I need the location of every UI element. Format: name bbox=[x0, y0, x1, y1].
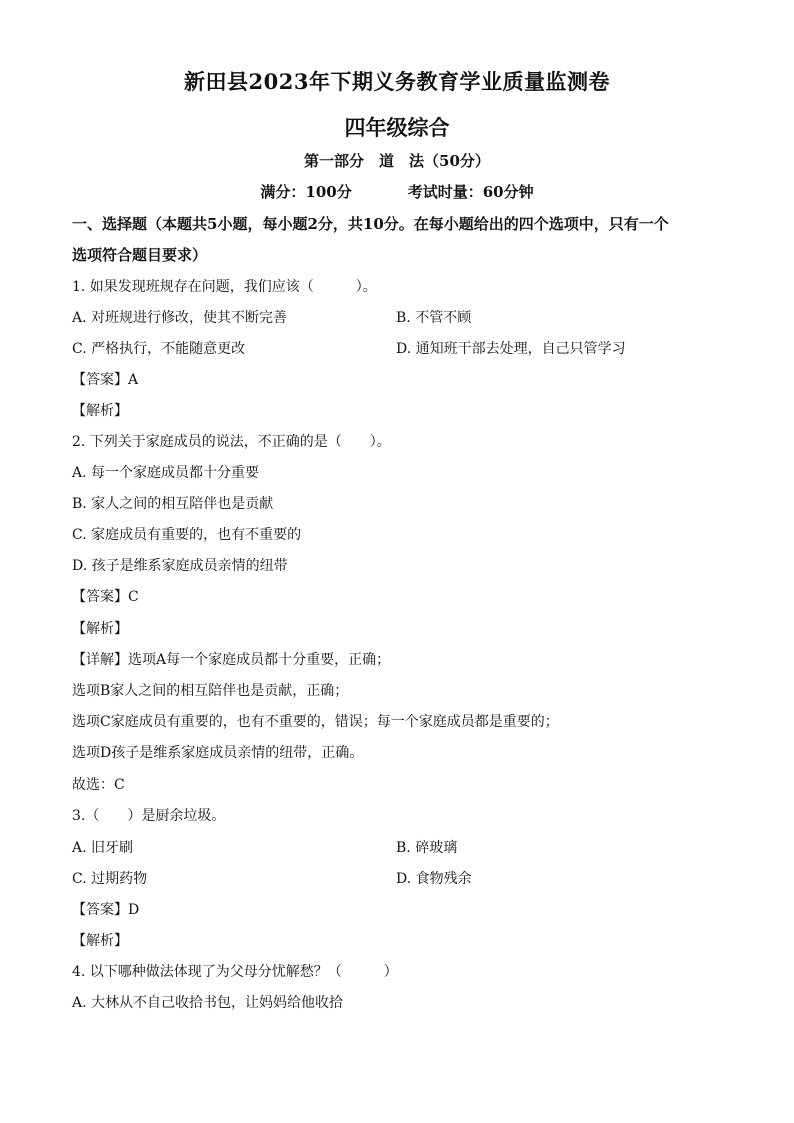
exam-subtitle: 四年级综合 bbox=[344, 115, 450, 140]
question-3-analysis: 【解析】 bbox=[72, 933, 128, 949]
exam-title: 新田县2023年下期义务教育学业质量监测卷 bbox=[184, 69, 610, 94]
question-1-option-a: A. 对班规进行修改，使其不断完善 bbox=[72, 310, 288, 326]
question-1-option-c: C. 严格执行，不能随意更改 bbox=[72, 341, 246, 357]
question-3-option-b: B. 碎玻璃 bbox=[396, 840, 458, 856]
question-2-option-a: A. 每一个家庭成员都十分重要 bbox=[72, 465, 260, 481]
question-3-option-c: C. 过期药物 bbox=[72, 871, 148, 887]
question-3-option-a: A. 旧牙刷 bbox=[72, 840, 134, 856]
question-2-answer: 【答案】C bbox=[72, 589, 139, 605]
question-3-option-d: D. 食物残余 bbox=[396, 871, 472, 887]
question-2-detail-4: 选项D孩子是维系家庭成员亲情的纽带，正确。 bbox=[72, 745, 364, 761]
exam-duration: 考试时量：60分钟 bbox=[407, 183, 534, 201]
part-heading: 第一部分 道 法（50分） bbox=[304, 152, 490, 170]
question-1-stem: 1. 如果发现班规存在问题，我们应该（ ）。 bbox=[72, 279, 377, 295]
section-heading: 一、选择题（本题共5小题，每小题2分，共10分。在每小题给出的四个选项中，只有一个 bbox=[72, 215, 669, 233]
question-3-answer: 【答案】D bbox=[72, 902, 140, 918]
question-2-option-c: C. 家庭成员有重要的，也有不重要的 bbox=[72, 527, 302, 543]
question-1-option-b: B. 不管不顾 bbox=[396, 310, 472, 326]
question-2-detail-1: 【详解】选项A每一个家庭成员都十分重要，正确； bbox=[72, 652, 391, 668]
section-heading-cont: 选项符合题目要求） bbox=[72, 246, 208, 264]
question-2-option-b: B. 家人之间的相互陪伴也是贡献 bbox=[72, 496, 274, 512]
question-2-detail-2: 选项B家人之间的相互陪伴也是贡献，正确； bbox=[72, 683, 349, 699]
question-4-stem: 4. 以下哪种做法体现了为父母分忧解愁？（ ） bbox=[72, 964, 398, 980]
question-1-option-d: D. 通知班干部去处理，自己只管学习 bbox=[396, 341, 626, 357]
question-2-option-d: D. 孩子是维系家庭成员亲情的纽带 bbox=[72, 558, 288, 574]
question-2-analysis: 【解析】 bbox=[72, 621, 128, 637]
score-time-line bbox=[0, 181, 794, 202]
question-4-option-a: A. 大林从不自己收拾书包，让妈妈给他收拾 bbox=[72, 995, 344, 1011]
question-2-choice: 故选：C bbox=[72, 777, 125, 793]
question-2-detail-3: 选项C家庭成员有重要的，也有不重要的，错误；每一个家庭成员都是重要的； bbox=[72, 714, 559, 730]
question-1-answer: 【答案】A bbox=[72, 372, 139, 388]
full-score: 满分：100分 bbox=[260, 183, 352, 201]
question-2-stem: 2. 下列关于家庭成员的说法，不正确的是（ ）。 bbox=[72, 434, 391, 450]
question-3-stem: 3.（ ）是厨余垃圾。 bbox=[72, 808, 226, 824]
question-1-analysis: 【解析】 bbox=[72, 403, 128, 419]
